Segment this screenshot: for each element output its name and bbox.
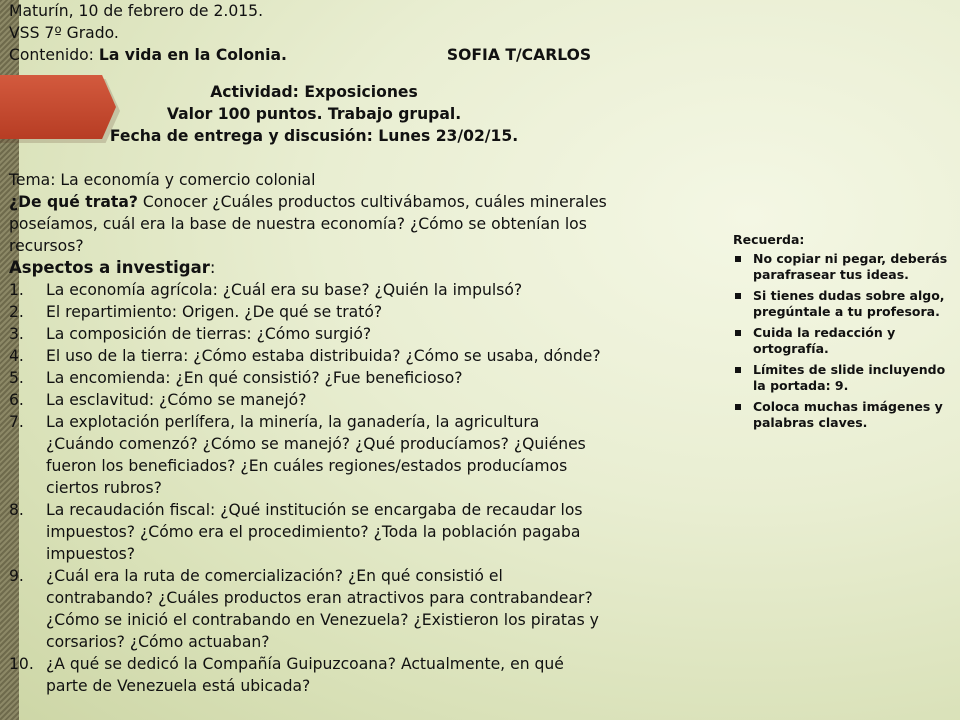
students-names: SOFIA T/CARLOS [446, 46, 592, 64]
question-line-2: poseíamos, cuál era la base de nuestra economía? ¿Cómo se obtenían los [9, 215, 587, 233]
list-item: 9. ¿Cuál era la ruta de comercialización? ¿En qué consistió el contrabando? ¿Cuáles productos eran atractivos para contrabandear? ¿Cómo se inició el contrabando en Venezuela? ¿Existieron los piratas y corsarios? ¿Cómo actuaban? [9, 567, 599, 651]
list-item: Si tienes dudas sobre algo, pregúntale a tu profesora. [733, 288, 953, 321]
question-label: ¿De qué trata? [9, 193, 138, 211]
content-line [9, 44, 719, 66]
list-item: Cuida la redacción y ortografía. [733, 325, 953, 358]
list-item: 4. El uso de la tierra: ¿Cómo estaba distribuida? ¿Cómo se usaba, dónde? [9, 347, 601, 365]
activity-title: Actividad: Exposiciones [210, 83, 418, 101]
list-item: 5. La encomienda: ¿En qué consistió? ¿Fue beneficioso? [9, 369, 463, 387]
topic-theme: Tema: La economía y comercio colonial [9, 171, 316, 189]
activity-block [9, 81, 619, 147]
list-item: 8. La recaudación fiscal: ¿Qué institución se encargaba de recaudar los impuestos? ¿Cómo era el procedimiento? ¿Toda la población pagaba impuestos? [9, 501, 583, 563]
square-bullet-icon [735, 256, 741, 262]
list-item: No copiar ni pegar, deberás parafrasear tus ideas. [733, 251, 953, 284]
content-label: Contenido: [9, 46, 94, 64]
reminder-list [733, 251, 953, 432]
date-line: Maturín, 10 de febrero de 2.015. [9, 2, 264, 20]
question-line-1: Conocer ¿Cuáles productos cultivábamos, cuáles minerales [137, 193, 607, 211]
topic-question [9, 191, 719, 257]
assignment-text [9, 0, 719, 697]
aspects-list [9, 279, 719, 697]
list-item: 2. El repartimiento: Origen. ¿De qué se trató? [9, 303, 383, 321]
list-item: Límites de slide incluyendo la portada: 9. [733, 362, 953, 395]
square-bullet-icon [735, 404, 741, 410]
grade-line: VSS 7º Grado. [9, 24, 119, 42]
activity-deadline: Fecha de entrega y discusión: Lunes 23/02/15. [109, 127, 519, 145]
list-item: 3. La composición de tierras: ¿Cómo surgió? [9, 325, 372, 343]
content-value: La vida en la Colonia. [98, 46, 287, 64]
square-bullet-icon [735, 367, 741, 373]
square-bullet-icon [735, 330, 741, 336]
reminder-box [733, 232, 953, 436]
reminder-title: Recuerda: [733, 232, 805, 247]
list-item: Coloca muchas imágenes y palabras claves. [733, 399, 953, 432]
square-bullet-icon [735, 293, 741, 299]
question-line-3: recursos? [9, 237, 84, 255]
activity-value: Valor 100 puntos. Trabajo grupal. [166, 105, 462, 123]
list-item: 1. La economía agrícola: ¿Cuál era su base? ¿Quién la impulsó? [9, 281, 523, 299]
list-item: 7. La explotación perlífera, la minería, la ganadería, la agricultura ¿Cuándo comenzó? ¿Cómo se manejó? ¿Qué producíamos? ¿Quiénes fueron los beneficiados? ¿En cuáles regiones/estados producíamos ciertos rubros? [9, 413, 586, 497]
aspects-heading: Aspectos a investigar: [9, 258, 216, 277]
list-item: 6. La esclavitud: ¿Cómo se manejó? [9, 391, 307, 409]
list-item: 10. ¿A qué se dedicó la Compañía Guipuzcoana? Actualmente, en qué parte de Venezuela está ubicada? [9, 655, 564, 695]
